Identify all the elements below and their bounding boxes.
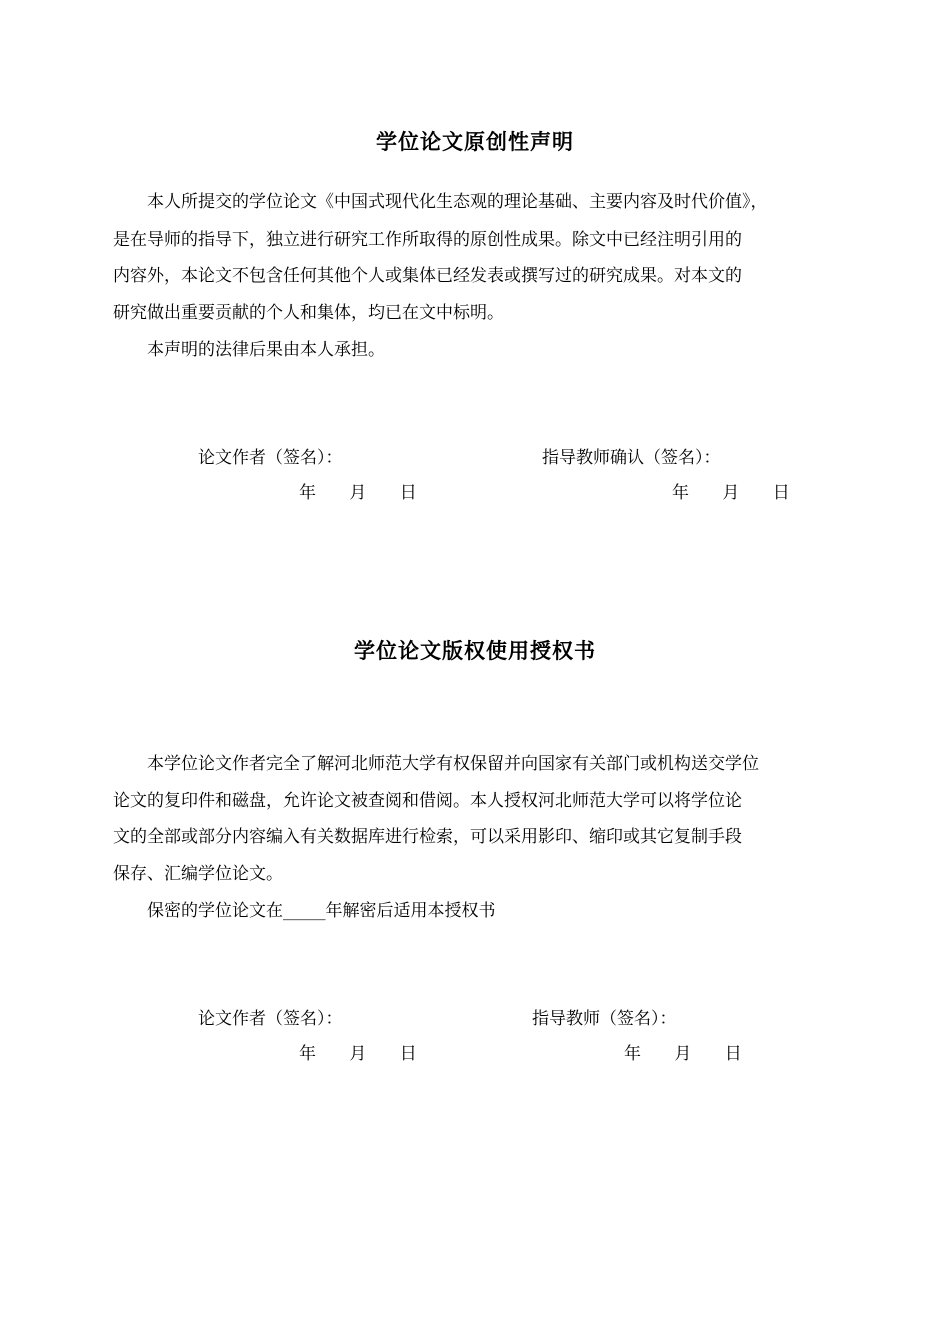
copyright-line-2: 论文的复印件和磁盘，允许论文被查阅和借阅。本人授权河北师范大学可以将学位论 bbox=[113, 791, 742, 811]
copyright-advisor-date: 年 月 日 bbox=[624, 1044, 742, 1064]
copyright-line-1: 本学位论文作者完全了解河北师范大学有权保留并向国家有关部门或机构送交学位 bbox=[147, 754, 759, 774]
declaration-line-3: 内容外，本论文不包含任何其他个人或集体已经发表或撰写过的研究成果。对本文的 bbox=[113, 266, 742, 286]
copyright-author-date: 年 月 日 bbox=[299, 1044, 417, 1064]
declaration-advisor-date: 年 月 日 bbox=[672, 483, 790, 503]
declaration-line-4: 研究做出重要贡献的个人和集体，均已在文中标明。 bbox=[113, 303, 504, 323]
declaration-title: 学位论文原创性声明 bbox=[376, 130, 574, 154]
declaration-author-date: 年 月 日 bbox=[299, 483, 417, 503]
copyright-title: 学位论文版权使用授权书 bbox=[354, 639, 596, 663]
declaration-line-5: 本声明的法律后果由本人承担。 bbox=[147, 340, 385, 360]
copyright-advisor-signature-label: 指导教师（签名）： bbox=[532, 1009, 677, 1029]
copyright-line-3: 文的全部或部分内容编入有关数据库进行检索，可以采用影印、缩印或其它复制手段 bbox=[113, 827, 742, 847]
copyright-line-5: 保密的学位论文在_____年解密后适用本授权书 bbox=[147, 901, 496, 921]
declaration-line-2: 是在导师的指导下，独立进行研究工作所取得的原创性成果。除文中已经注明引用的 bbox=[113, 230, 742, 250]
copyright-author-signature-label: 论文作者（签名）： bbox=[198, 1009, 343, 1029]
declaration-line-1: 本人所提交的学位论文《中国式现代化生态观的理论基础、主要内容及时代价值》， bbox=[147, 192, 768, 212]
copyright-line-4: 保存、汇编学位论文。 bbox=[113, 864, 283, 884]
declaration-advisor-signature-label: 指导教师确认（签名）： bbox=[542, 448, 721, 468]
declaration-author-signature-label: 论文作者（签名）： bbox=[198, 448, 343, 468]
